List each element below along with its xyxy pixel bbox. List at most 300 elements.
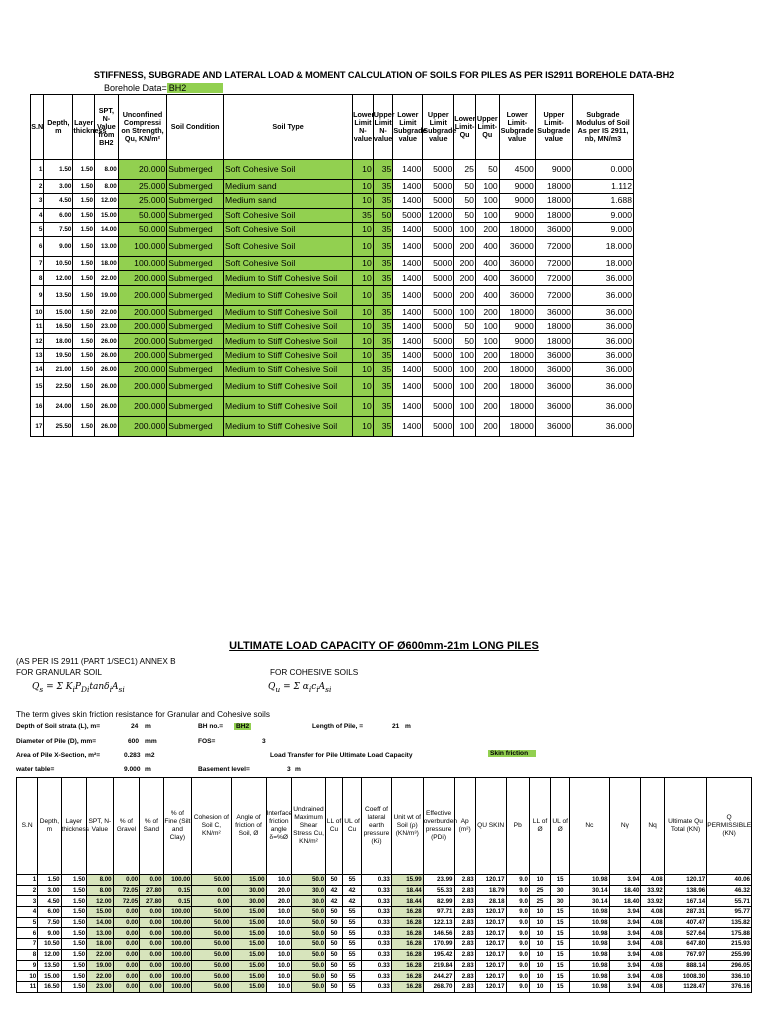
table-cell: Medium sand (224, 180, 353, 194)
table-cell: 2.83 (454, 917, 475, 928)
ultimate-load-header-cell: Interface friction angle δ=%Ø (266, 778, 291, 875)
table-cell: 4.50 (44, 194, 73, 208)
table-cell: 36000 (499, 257, 535, 271)
granular-formula: $Q_s = \Sigma$ $K_iP_{Di}\tan\delta_iA_{si}$ (32, 682, 125, 694)
table-cell: 120.17 (475, 971, 506, 982)
basement-value: 3 (287, 766, 291, 773)
table-cell: 30.00 (231, 885, 266, 896)
table-cell: 19.00 (87, 960, 114, 971)
table-cell: 10.98 (570, 949, 609, 960)
table-row (31, 397, 634, 417)
table-cell: 0.00 (140, 949, 163, 960)
table-cell: 72000 (535, 285, 572, 305)
table-cell: 36.000 (572, 417, 633, 437)
table-cell: 15.00 (44, 305, 73, 319)
table-cell: 100 (475, 320, 499, 334)
area-label: Area of Pile X-Section, m²= (16, 752, 101, 759)
table-cell: 2.83 (454, 949, 475, 960)
table-cell: 30.14 (570, 896, 609, 907)
table-cell: 18000 (535, 180, 572, 194)
table-cell: 9.000 (572, 222, 633, 236)
table-cell: 10 (353, 362, 374, 376)
table-cell: Soft Cohesive Soil (224, 160, 353, 180)
table-cell: Submerged (167, 362, 224, 376)
table-cell: 1.50 (38, 875, 61, 886)
table-cell: 1400 (393, 271, 423, 285)
stiffness-header-row (31, 95, 634, 160)
table-cell: 0.00 (113, 960, 140, 971)
table-cell: 35 (373, 285, 393, 305)
table-cell: 527.64 (664, 928, 706, 939)
table-cell: 50.00 (192, 917, 231, 928)
table-cell: 10 (353, 348, 374, 362)
table-cell: 50.0 (292, 875, 326, 886)
fos-label: FOS= (198, 738, 216, 745)
table-cell: 1400 (393, 160, 423, 180)
table-cell: Medium to Stiff Cohesive Soil (224, 348, 353, 362)
table-cell: 55 (343, 981, 362, 992)
table-cell: 15 (551, 907, 570, 918)
table-cell: 50.00 (192, 939, 231, 950)
table-cell: 1.50 (73, 362, 95, 376)
table-cell: 50 (326, 949, 343, 960)
table-cell: 1.50 (61, 981, 86, 992)
table-cell: 10 (353, 160, 374, 180)
table-cell: 1.50 (44, 160, 73, 180)
ultimate-load-header-cell: SPT, N-Value (87, 778, 114, 875)
fos-value: 3 (262, 738, 266, 745)
table-cell: 18000 (535, 208, 572, 222)
table-cell: 50 (454, 320, 476, 334)
table-cell: 55 (343, 949, 362, 960)
table-cell: 23.00 (87, 981, 114, 992)
ultimate-load-header-cell: Depth, m (38, 778, 61, 875)
table-cell: 9000 (499, 208, 535, 222)
table-cell: 1400 (393, 320, 423, 334)
table-cell: 10.0 (266, 949, 291, 960)
table-cell: 8.00 (87, 875, 114, 886)
table-cell: 0.00 (113, 971, 140, 982)
table-cell: 0.00 (113, 907, 140, 918)
table-cell: 36000 (535, 417, 572, 437)
table-cell: 4.08 (641, 875, 664, 886)
table-cell: Medium to Stiff Cohesive Soil (224, 377, 353, 397)
skin-friction-tag: Skin friction (488, 750, 536, 757)
table-cell: 50.00 (192, 960, 231, 971)
table-cell: 30.0 (292, 896, 326, 907)
ultimate-load-header-cell: Cohesion of Soil C, KN/m² (192, 778, 231, 875)
table-cell: 25 (529, 885, 550, 896)
table-cell: 21.00 (44, 362, 73, 376)
table-cell: 10.0 (266, 875, 291, 886)
bh-value: BH2 (236, 723, 250, 730)
table-cell: 36.000 (572, 362, 633, 376)
table-cell: 1.50 (73, 237, 95, 257)
table-cell: 50.0 (292, 907, 326, 918)
table-cell: 18000 (499, 377, 535, 397)
table-cell: 200 (454, 271, 476, 285)
table-cell: 35 (373, 320, 393, 334)
table-cell: 20.000 (118, 160, 167, 180)
cohesive-soil-label: FOR COHESIVE SOILS (270, 668, 359, 677)
table-cell: 5000 (423, 320, 454, 334)
table-cell: 50.0 (292, 928, 326, 939)
table-cell: 30.0 (292, 885, 326, 896)
table-cell: 50 (326, 928, 343, 939)
ultimate-load-header-cell: UL of Cu (343, 778, 362, 875)
table-cell: 9.0 (506, 875, 529, 886)
table-cell: 100 (475, 208, 499, 222)
table-cell: 16.28 (391, 939, 423, 950)
table-cell: 1400 (393, 194, 423, 208)
table-row (17, 939, 752, 950)
table-cell: 16.28 (391, 907, 423, 918)
table-cell: 15.00 (231, 907, 266, 918)
table-cell: 35 (373, 334, 393, 348)
table-cell: 14 (31, 362, 44, 376)
diameter-value: 600 (128, 738, 140, 745)
table-row (17, 971, 752, 982)
table-cell: 3 (17, 896, 38, 907)
table-cell: 5000 (423, 194, 454, 208)
table-cell: 0.00 (140, 907, 163, 918)
water-table-unit: m (145, 766, 151, 773)
table-cell: 50.00 (192, 875, 231, 886)
table-cell: 0.00 (192, 885, 231, 896)
table-cell: 5000 (423, 397, 454, 417)
table-cell: 200 (475, 377, 499, 397)
table-cell: 15 (31, 377, 44, 397)
table-cell: 0.00 (140, 875, 163, 886)
table-cell: 50 (454, 334, 476, 348)
ultimate-load-header-cell: % of Sand (140, 778, 163, 875)
table-cell: 10 (529, 981, 550, 992)
table-cell: 1.50 (61, 885, 86, 896)
table-cell: 46.32 (707, 885, 752, 896)
table-cell: 100 (475, 334, 499, 348)
table-cell: 10.98 (570, 981, 609, 992)
table-cell: 13.50 (44, 285, 73, 305)
table-cell: 1400 (393, 222, 423, 236)
table-cell: 12.00 (95, 194, 119, 208)
table-cell: 175.88 (707, 928, 752, 939)
table-cell: 5000 (423, 180, 454, 194)
table-cell: 36000 (535, 362, 572, 376)
table-cell: 20.0 (266, 885, 291, 896)
table-cell: 195.42 (423, 949, 454, 960)
table-cell: 15.00 (38, 971, 61, 982)
table-row (17, 960, 752, 971)
table-cell: 888.14 (664, 960, 706, 971)
ultimate-load-header-cell: Layer thickness (61, 778, 86, 875)
table-cell: 15 (551, 939, 570, 950)
table-cell: 33.92 (641, 885, 664, 896)
table-cell: 1.50 (61, 928, 86, 939)
table-cell: 5 (31, 222, 44, 236)
table-cell: 13.00 (95, 237, 119, 257)
ultimate-load-section (0, 630, 768, 1024)
table-cell: 13.50 (38, 960, 61, 971)
table-cell: 100 (454, 305, 476, 319)
table-cell: 1400 (393, 285, 423, 305)
table-cell: 10.50 (38, 939, 61, 950)
table-cell: 100.00 (163, 928, 192, 939)
table-cell: 3.94 (609, 949, 641, 960)
table-cell: 0.15 (163, 885, 192, 896)
table-row (17, 917, 752, 928)
table-row (31, 320, 634, 334)
table-cell: 2.83 (454, 875, 475, 886)
table-cell: 36000 (535, 348, 572, 362)
table-cell: 1400 (393, 362, 423, 376)
table-cell: 200 (454, 237, 476, 257)
table-cell: 9.0 (506, 907, 529, 918)
table-cell: 10 (353, 222, 374, 236)
table-cell: 0.33 (362, 896, 392, 907)
table-cell: 50 (326, 960, 343, 971)
table-cell: 15.00 (231, 960, 266, 971)
table-cell: 4.08 (641, 981, 664, 992)
table-cell: 6.00 (44, 208, 73, 222)
table-cell: 72000 (535, 271, 572, 285)
table-cell: Submerged (167, 180, 224, 194)
table-cell: 1.50 (73, 348, 95, 362)
basement-label: Basement level= (198, 766, 250, 773)
table-cell: 1400 (393, 417, 423, 437)
table-cell: 10 (353, 271, 374, 285)
table-cell: 0.33 (362, 960, 392, 971)
table-cell: 8.00 (87, 885, 114, 896)
table-cell: 50.00 (192, 971, 231, 982)
table-cell: 55 (343, 971, 362, 982)
table-cell: 0.00 (192, 896, 231, 907)
table-cell: 18.000 (572, 237, 633, 257)
table-cell: 26.00 (95, 362, 119, 376)
stiffness-header-cell: Subgrade Modulus of Soil As per IS 2911, nb, MN/m3 (572, 95, 633, 160)
table-cell: 25 (454, 160, 476, 180)
ultimate-load-header-cell: Ultimate Qu Total (KN) (664, 778, 706, 875)
table-cell: 1.50 (61, 896, 86, 907)
table-cell: 28.18 (475, 896, 506, 907)
table-cell: 36000 (535, 222, 572, 236)
table-cell: 0.33 (362, 971, 392, 982)
table-cell: 100.000 (118, 237, 167, 257)
table-cell: Soft Cohesive Soil (224, 208, 353, 222)
table-cell: 35 (373, 417, 393, 437)
table-cell: 36.000 (572, 305, 633, 319)
table-cell: 1.50 (73, 194, 95, 208)
borehole-data-row (104, 83, 223, 93)
table-cell: 25.000 (118, 194, 167, 208)
table-cell: Submerged (167, 194, 224, 208)
table-cell: 0.33 (362, 907, 392, 918)
table-cell: 27.80 (140, 885, 163, 896)
table-cell: 100 (454, 377, 476, 397)
table-cell: 15 (551, 875, 570, 886)
table-cell: 55 (343, 960, 362, 971)
table-cell: Submerged (167, 417, 224, 437)
table-cell: 1.50 (73, 222, 95, 236)
table-cell: 13 (31, 348, 44, 362)
table-cell: 16 (31, 397, 44, 417)
table-cell: 10.98 (570, 971, 609, 982)
table-cell: 268.70 (423, 981, 454, 992)
table-cell: Medium to Stiff Cohesive Soil (224, 320, 353, 334)
table-cell: 1.50 (73, 180, 95, 194)
table-cell: 100 (475, 180, 499, 194)
table-cell: 36.000 (572, 320, 633, 334)
table-cell: 50 (475, 160, 499, 180)
table-cell: Submerged (167, 334, 224, 348)
table-cell: 1.50 (73, 285, 95, 305)
table-cell: 6 (31, 237, 44, 257)
table-cell: 4.08 (641, 971, 664, 982)
table-cell: 0.33 (362, 917, 392, 928)
table-cell: 4.08 (641, 917, 664, 928)
table-cell: Medium to Stiff Cohesive Soil (224, 305, 353, 319)
ultimate-load-header-cell: UL of Ø (551, 778, 570, 875)
table-cell: 50.0 (292, 939, 326, 950)
table-cell: 9 (17, 960, 38, 971)
table-cell: 23.99 (423, 875, 454, 886)
table-cell: 120.17 (475, 875, 506, 886)
table-cell: 18000 (499, 222, 535, 236)
table-cell: 287.31 (664, 907, 706, 918)
table-cell: 40.06 (707, 875, 752, 886)
table-cell: 11 (17, 981, 38, 992)
stiffness-header-cell: Soil Type (224, 95, 353, 160)
table-cell: Medium sand (224, 194, 353, 208)
table-cell: 120.17 (475, 907, 506, 918)
table-cell: 1400 (393, 334, 423, 348)
table-cell: 3.94 (609, 907, 641, 918)
table-cell: 1400 (393, 180, 423, 194)
table-cell: 8 (17, 949, 38, 960)
table-cell: 15.00 (231, 917, 266, 928)
table-cell: 26.00 (95, 397, 119, 417)
table-cell: 15 (551, 971, 570, 982)
table-cell: 18000 (499, 362, 535, 376)
table-cell: 120.17 (475, 960, 506, 971)
table-cell: 3 (31, 194, 44, 208)
table-row (31, 194, 634, 208)
table-cell: 7.50 (44, 222, 73, 236)
table-cell: 10 (31, 305, 44, 319)
table-cell: 15 (551, 981, 570, 992)
table-cell: 10 (353, 237, 374, 257)
table-cell: 50 (326, 971, 343, 982)
table-cell: 15 (551, 928, 570, 939)
table-cell: 1.50 (61, 939, 86, 950)
table-cell: Soft Cohesive Soil (224, 222, 353, 236)
table-cell: 18000 (535, 194, 572, 208)
table-cell: 36.000 (572, 348, 633, 362)
table-cell: 10 (529, 960, 550, 971)
table-cell: 33.92 (641, 896, 664, 907)
table-cell: 4500 (499, 160, 535, 180)
table-cell: 5000 (423, 257, 454, 271)
table-cell: 200 (475, 305, 499, 319)
table-cell: 10 (353, 180, 374, 194)
table-cell: 2 (17, 885, 38, 896)
ultimate-load-header-cell: Coeff of lateral earth pressure (Ki) (362, 778, 392, 875)
length-value: 21 (392, 723, 400, 730)
table-cell: 0.33 (362, 939, 392, 950)
ultimate-load-header-cell: Angle of friction of Soil, Ø (231, 778, 266, 875)
table-row (31, 257, 634, 271)
table-cell: 10 (353, 285, 374, 305)
table-cell: 9.0 (506, 896, 529, 907)
stiffness-header-cell: Lower Limit N-value (353, 95, 374, 160)
stiffness-title: STIFFNESS, SUBGRADE AND LATERAL LOAD & MOMENT CALCULATION OF SOILS FOR PILES AS PER IS2911 BOREHOLE DATA-BH2 (93, 70, 675, 80)
table-cell: 26.00 (95, 417, 119, 437)
table-cell: 1.112 (572, 180, 633, 194)
table-cell: 255.99 (707, 949, 752, 960)
ultimate-load-table (16, 777, 752, 993)
table-cell: 36.000 (572, 397, 633, 417)
table-cell: 1400 (393, 237, 423, 257)
table-cell: 14.00 (95, 222, 119, 236)
table-cell: Medium to Stiff Cohesive Soil (224, 285, 353, 305)
table-cell: 1.50 (73, 271, 95, 285)
table-cell: 9.0 (506, 971, 529, 982)
table-cell: 15.00 (231, 939, 266, 950)
table-cell: 10.98 (570, 907, 609, 918)
table-cell: 200 (475, 397, 499, 417)
table-cell: 16.28 (391, 971, 423, 982)
table-cell: 200.000 (118, 334, 167, 348)
ultimate-load-header-row (17, 778, 752, 875)
table-cell: 18000 (499, 305, 535, 319)
ultimate-load-header-cell: Nγ (609, 778, 641, 875)
table-row (31, 237, 634, 257)
table-cell: 3.94 (609, 917, 641, 928)
table-cell: 36000 (535, 397, 572, 417)
table-row (17, 928, 752, 939)
table-cell: 400 (475, 285, 499, 305)
table-cell: 400 (475, 257, 499, 271)
table-cell: Submerged (167, 348, 224, 362)
table-cell: 296.05 (707, 960, 752, 971)
table-cell: 4.08 (641, 960, 664, 971)
table-cell: 200.000 (118, 417, 167, 437)
table-cell: 4.08 (641, 939, 664, 950)
table-cell: 50 (326, 907, 343, 918)
table-cell: 9.00 (38, 928, 61, 939)
table-cell: 3.94 (609, 928, 641, 939)
stiffness-table (30, 94, 634, 437)
table-cell: 72000 (535, 257, 572, 271)
table-row (17, 949, 752, 960)
table-row (31, 348, 634, 362)
table-cell: 20.0 (266, 896, 291, 907)
table-cell: 19.00 (95, 285, 119, 305)
table-cell: 7.50 (38, 917, 61, 928)
table-cell: 3.94 (609, 960, 641, 971)
area-value: 0.283 (124, 752, 141, 759)
table-cell: 9.0 (506, 917, 529, 928)
table-cell: 170.99 (423, 939, 454, 950)
table-cell: 1.50 (73, 397, 95, 417)
table-cell: Submerged (167, 208, 224, 222)
stiffness-header-cell: Upper Limit Subgrade value (423, 95, 454, 160)
table-cell: 1.50 (61, 949, 86, 960)
table-cell: 1008.30 (664, 971, 706, 982)
table-cell: 14.00 (87, 917, 114, 928)
table-cell: 35 (373, 377, 393, 397)
table-cell: 10 (353, 334, 374, 348)
table-cell: 15.00 (87, 907, 114, 918)
